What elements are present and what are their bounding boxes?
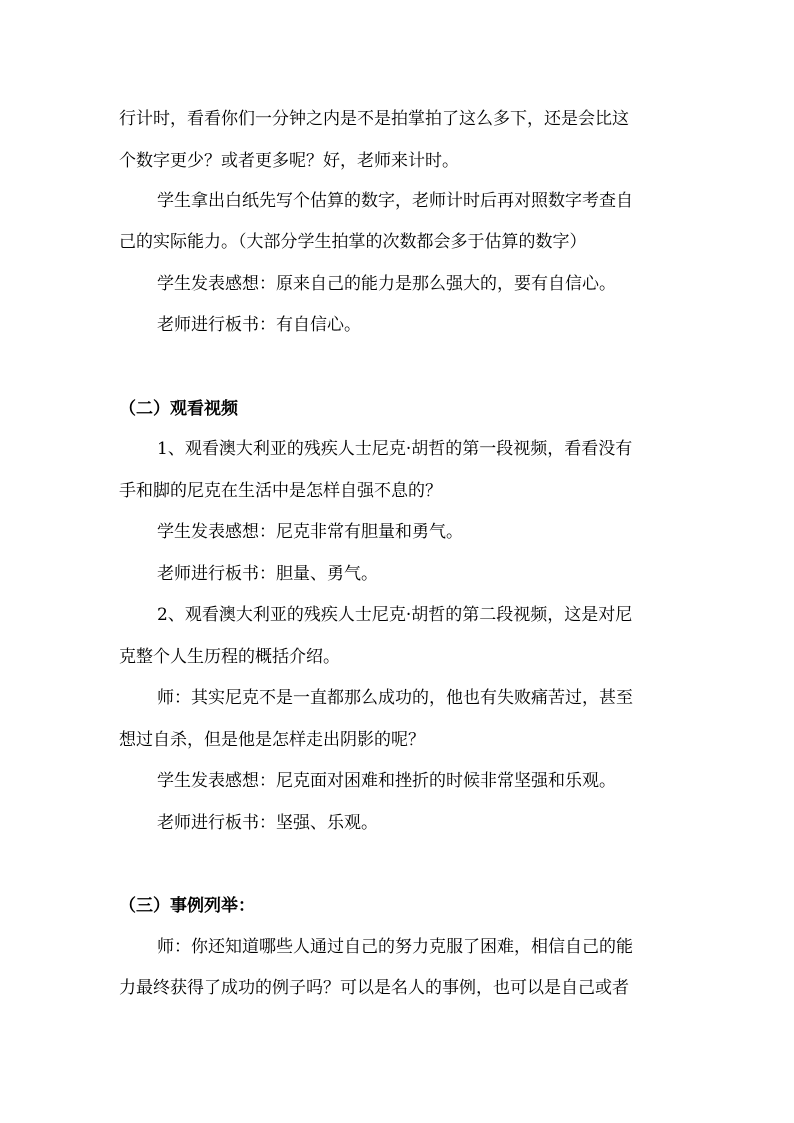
section-heading: （三）事例列举：: [119, 896, 255, 916]
text-line: 2、观看澳大利亚的残疾人士尼克·胡哲的第二段视频，这是对尼: [157, 605, 633, 625]
text-line: 老师进行板书：坚强、乐观。: [157, 813, 378, 833]
text-line: 学生发表感想：尼克面对困难和挫折的时候非常坚强和乐观。: [157, 771, 616, 791]
text-line: 师：其实尼克不是一直都那么成功的，他也有失败痛苦过，甚至: [157, 688, 633, 708]
text-line: 行计时，看看你们一分钟之内是不是拍掌拍了这么多下，还是会比这: [119, 109, 629, 129]
text-line: 学生发表感想：尼克非常有胆量和勇气。: [157, 522, 463, 542]
text-line: 手和脚的尼克在生活中是怎样自强不息的？: [119, 481, 442, 501]
text-line: 老师进行板书：胆量、勇气。: [157, 564, 378, 584]
text-line: 克整个人生历程的概括介绍。: [119, 647, 340, 667]
text-line: 老师进行板书：有自信心。: [157, 315, 361, 335]
text-line: 学生拿出白纸先写个估算的数字，老师计时后再对照数字考查自: [157, 191, 633, 211]
text-line: 力最终获得了成功的例子吗？可以是名人的事例，也可以是自己或者: [119, 978, 629, 998]
text-line: 1、观看澳大利亚的残疾人士尼克·胡哲的第一段视频，看看没有: [157, 439, 633, 459]
text-line: 学生发表感想：原来自己的能力是那么强大的，要有自信心。: [157, 274, 616, 294]
text-line: 己的实际能力。（大部分学生拍掌的次数都会多于估算的数字）: [119, 232, 587, 252]
text-line: 想过自杀，但是他是怎样走出阴影的呢？: [119, 730, 425, 750]
text-line: 师：你还知道哪些人通过自己的努力克服了困难，相信自己的能: [157, 937, 633, 957]
text-line: 个数字更少？或者更多呢？好，老师来计时。: [119, 151, 459, 171]
section-heading: （二）观看视频: [119, 399, 238, 419]
